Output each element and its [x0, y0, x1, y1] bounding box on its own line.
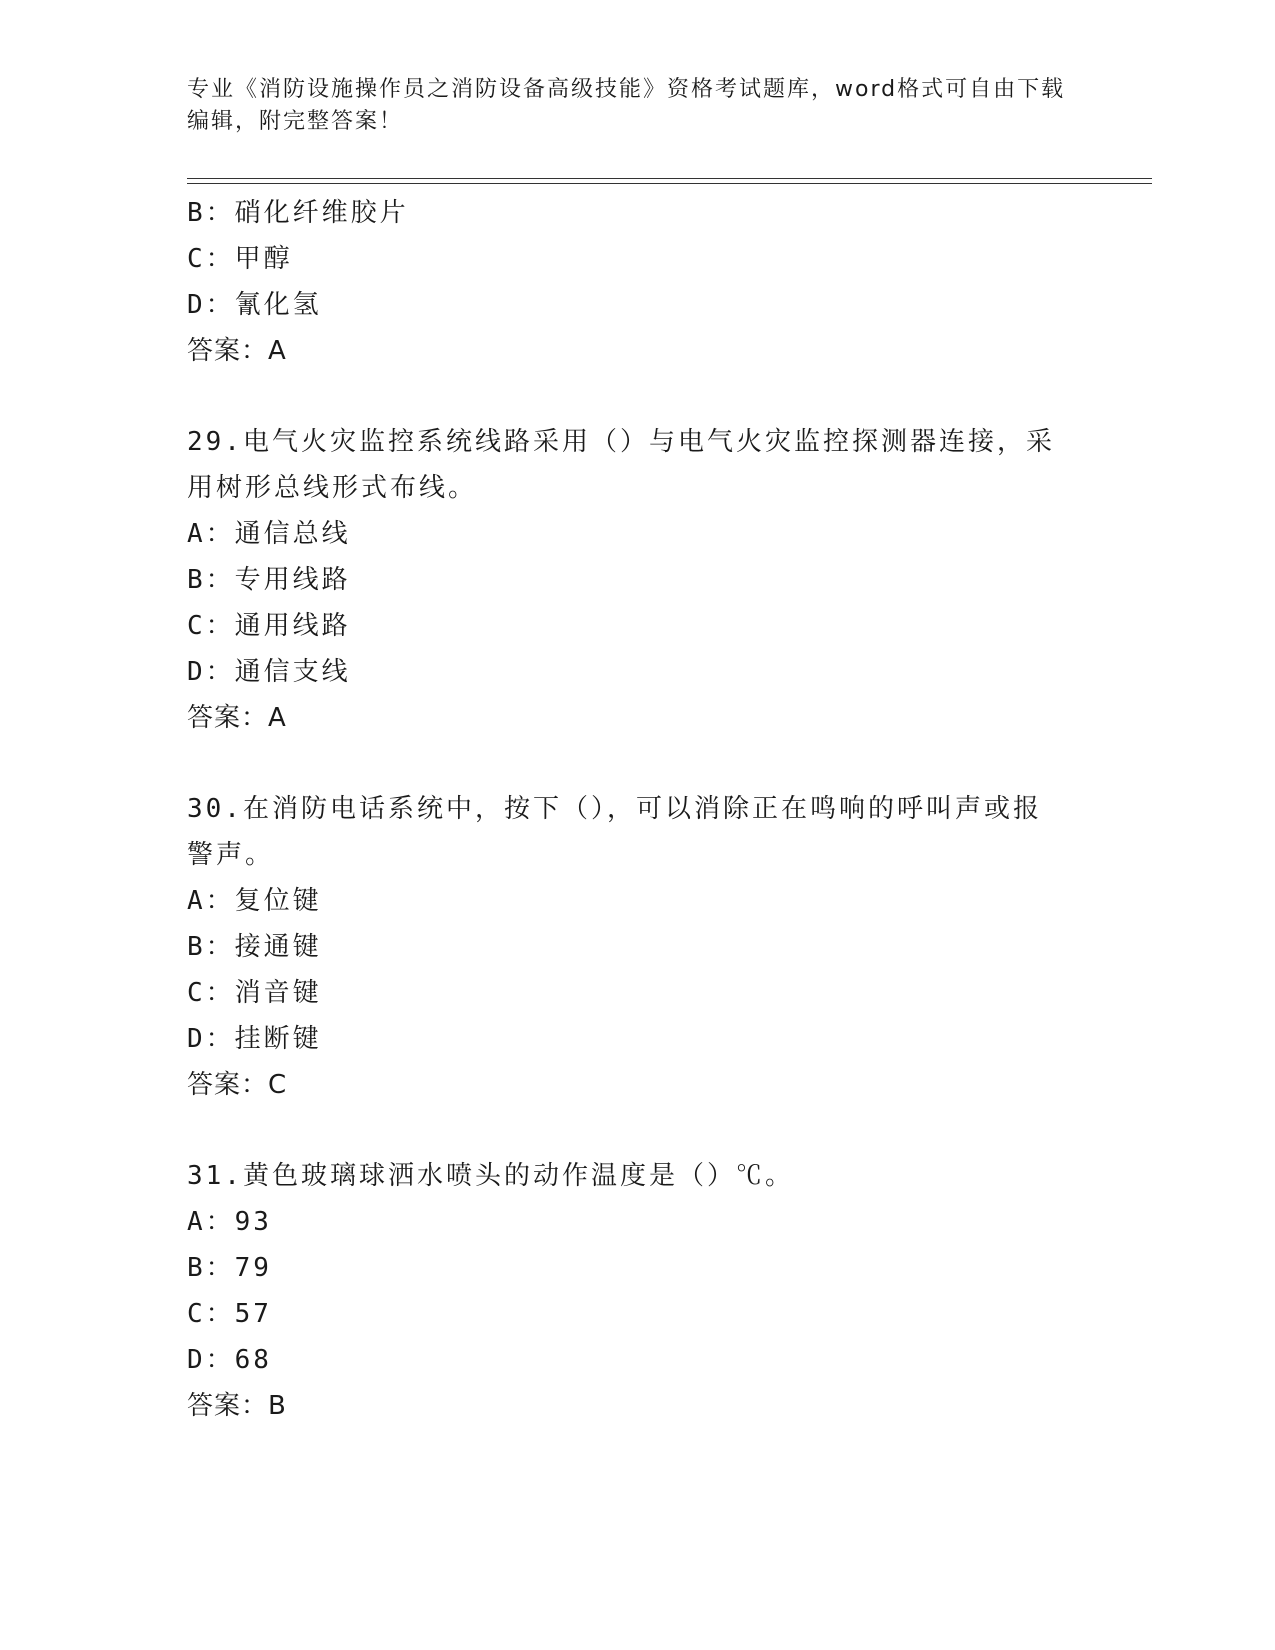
option-d: D：通信支线 — [187, 657, 351, 687]
option-b: B：接通键 — [187, 932, 322, 962]
question-list — [187, 190, 1087, 1429]
option-c: C：57 — [187, 1299, 272, 1329]
option-a: A：通信总线 — [187, 519, 351, 549]
answer-line: 答案：B — [187, 1391, 287, 1421]
question-31 — [187, 1153, 1087, 1429]
option-c: C：甲醇 — [187, 244, 293, 274]
question-stem: 31.黄色玻璃球洒水喷头的动作温度是（）℃。 — [187, 1161, 794, 1191]
option-b: B：硝化纤维胶片 — [187, 198, 409, 228]
question-29 — [187, 419, 1087, 741]
option-b: B：专用线路 — [187, 565, 351, 595]
question-30 — [187, 786, 1087, 1108]
option-a: A：复位键 — [187, 886, 322, 916]
option-d: D：氰化氢 — [187, 290, 322, 320]
answer-line: 答案：A — [187, 336, 287, 366]
option-d: D：挂断键 — [187, 1024, 322, 1054]
option-d: D：68 — [187, 1345, 272, 1375]
option-c: C：消音键 — [187, 978, 322, 1008]
partial-question — [187, 190, 1087, 374]
option-c: C：通用线路 — [187, 611, 351, 641]
question-stem: 30.在消防电话系统中，按下（），可以消除正在鸣响的呼叫声或报警声。 — [187, 794, 1042, 870]
answer-line: 答案：C — [187, 1070, 288, 1100]
answer-line: 答案：A — [187, 703, 287, 733]
option-a: A：93 — [187, 1207, 272, 1237]
option-b: B：79 — [187, 1253, 272, 1283]
header-rule-top — [187, 178, 1152, 179]
document-header: 专业《消防设施操作员之消防设备高级技能》资格考试题库，word格式可自由下载编辑，附完整答案！ — [187, 77, 1066, 134]
header-rule-bottom — [187, 183, 1152, 184]
question-stem: 29.电气火灾监控系统线路采用（）与电气火灾监控探测器连接，采用树形总线形式布线。 — [187, 427, 1055, 503]
